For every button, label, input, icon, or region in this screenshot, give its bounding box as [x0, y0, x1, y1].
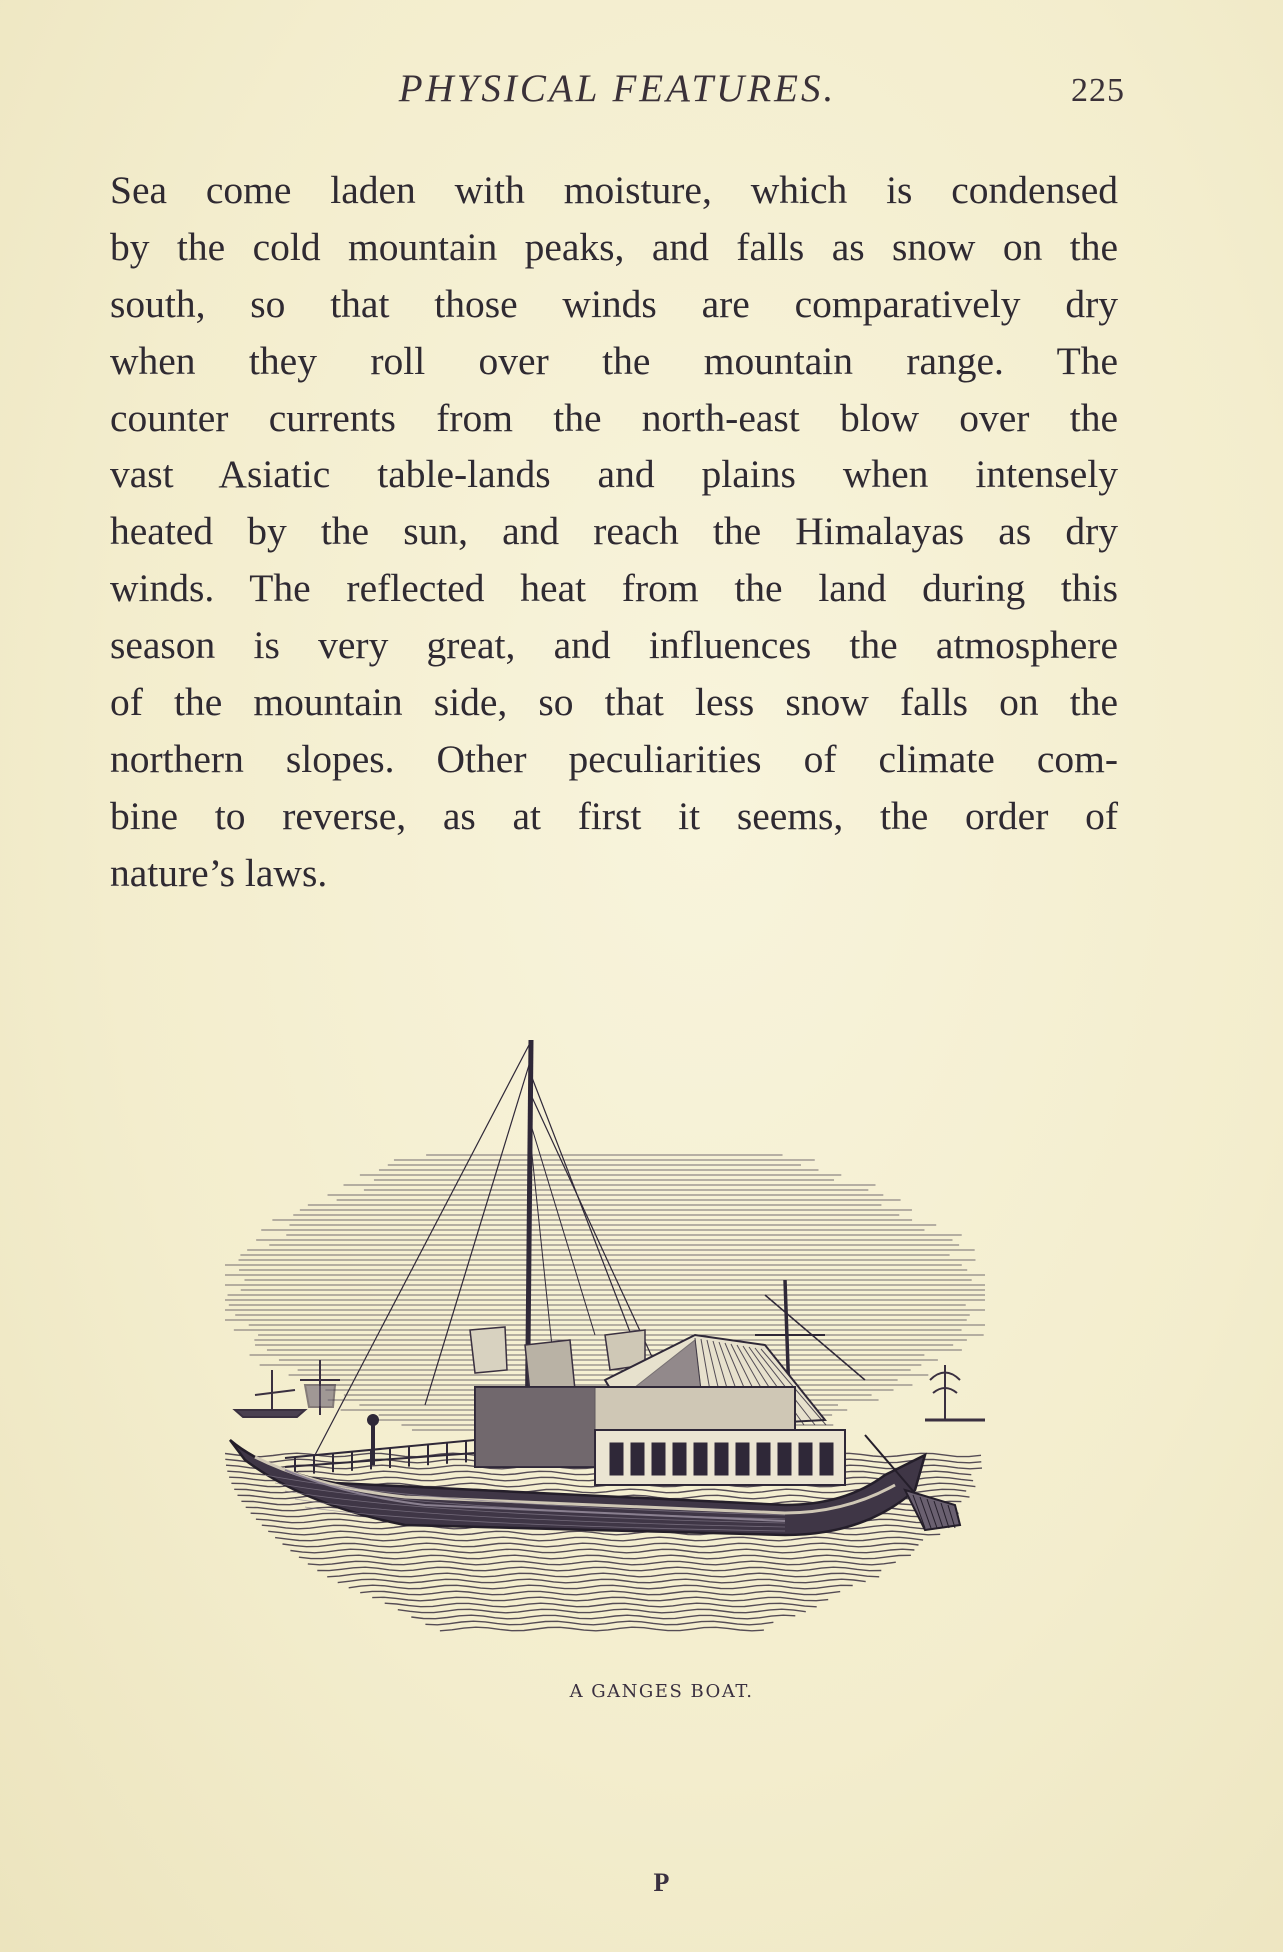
text-line: of the mountain side, so that less snow falls on the [110, 680, 1118, 725]
cabin [475, 1387, 845, 1485]
distant-trees [925, 1365, 985, 1420]
engraving-illustration [225, 1035, 985, 1640]
running-head [110, 66, 1125, 116]
signature-mark: P [653, 1868, 670, 1897]
text-line: by the cold mountain peaks, and falls as snow on the [110, 224, 1118, 269]
body-paragraph [110, 162, 1118, 902]
text-line: winds. The reflected heat from the land during this [110, 566, 1118, 611]
text-line: northern slopes. Other peculiarities of climate com- [110, 736, 1118, 781]
figure-caption: A GANGES BOAT. [569, 1681, 754, 1702]
running-title: PHYSICAL FEATURES. [398, 67, 837, 110]
text-line: counter currents from the north-east blow over the [110, 395, 1118, 440]
text-line: when they roll over the mountain range. The [110, 338, 1118, 383]
text-line: Sea come laden with moisture, which is condensed [110, 168, 1118, 212]
text-line: bine to reverse, as at first it seems, the order of [110, 793, 1118, 838]
ganges-boat-engraving [225, 1035, 985, 1640]
page-number: 225 [1071, 72, 1125, 109]
text-line: south, so that those winds are comparatively dry [110, 281, 1118, 326]
text-line: nature’s laws. [110, 850, 328, 895]
text-line: heated by the sun, and reach the Himalayas as dry [110, 509, 1118, 554]
text-line: season is very great, and influences the atmosphere [110, 623, 1118, 668]
distant-boat [235, 1360, 340, 1417]
text-line: vast Asiatic table-lands and plains when intensely [110, 452, 1118, 497]
